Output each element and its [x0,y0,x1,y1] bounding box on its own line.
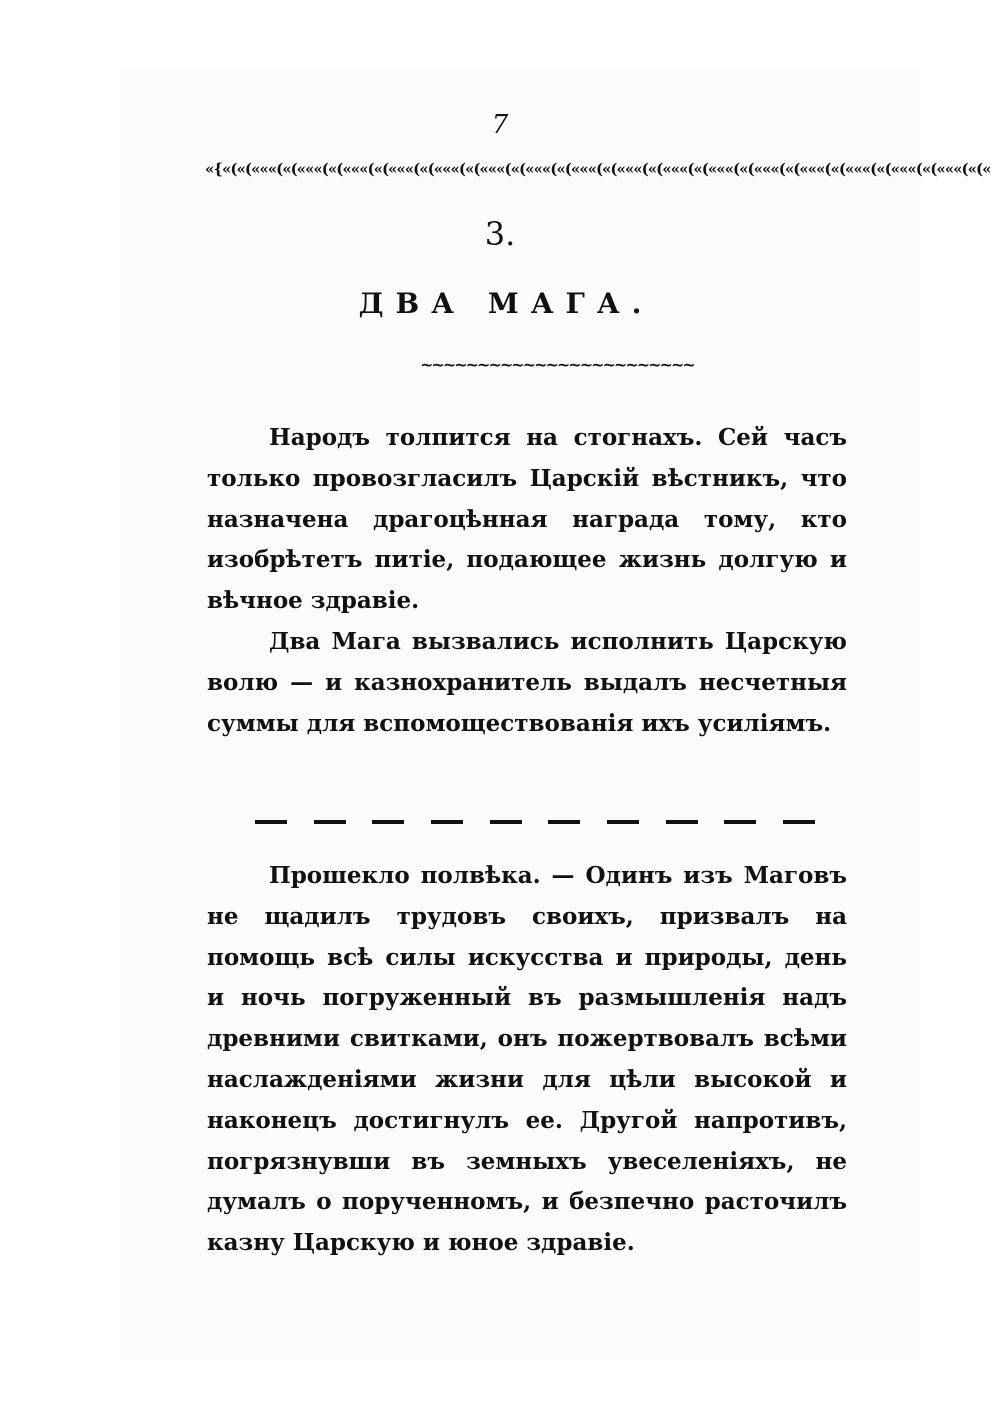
separator-dash [724,820,756,824]
separator-dash [490,820,522,824]
separator-dash [783,820,815,824]
chapter-title: ДВА МАГА. [358,287,654,320]
separator-dash [314,820,346,824]
dash-separator [255,820,815,824]
separator-dash [666,820,698,824]
page-number: 7 [491,110,509,140]
separator-dash [255,820,287,824]
paragraph-1: Народъ толпится на стогнахъ. Сей часъ только провозгласилъ Царскій вѣстникъ, что назначена драгоцѣнная награда тому, кто изобрѣтетъ питіе, подающее жизнь долгую и вѣчное здравіе. [207,424,847,615]
title-wavy-rule: ~~~~~~~~~~~~~~~~~~~~~~~~ [420,355,694,374]
ornamental-border: «{«(«(«««(«(«««(«(«««(«(«««(«(«««(«(«««(«(«««(«(«««(«(«««(«(«««(«(«««(«(«««(«(«««(«(«««(«(«««(«(«««(«(« [205,160,991,178]
separator-dash [431,820,463,824]
paragraph-3: Прошекло полвѣка. — Одинъ изъ Маговъ не щадилъ трудовъ своихъ, призвалъ на помощь всѣ силы искусства и природы, день и ночь погруженный въ размышленія надъ древними свитками, онъ пожертвовалъ всѣми наслажденіями жизни для цѣли высокой и наконецъ достигнулъ ее. Другой напротивъ, погрязнувши въ земныхъ увеселеніяхъ, не думалъ о порученномъ, и безпечно расточилъ казну Царскую и юное здравіе. [207,862,847,1257]
separator-dash [372,820,404,824]
chapter-number: 3. [484,215,516,253]
separator-dash [548,820,580,824]
separator-dash [607,820,639,824]
paragraph-2: Два Мага вызвались исполнить Царскую волю — и казнохранитель выдалъ несчетныя суммы для вспомоществованія ихъ усиліямъ. [207,628,847,737]
